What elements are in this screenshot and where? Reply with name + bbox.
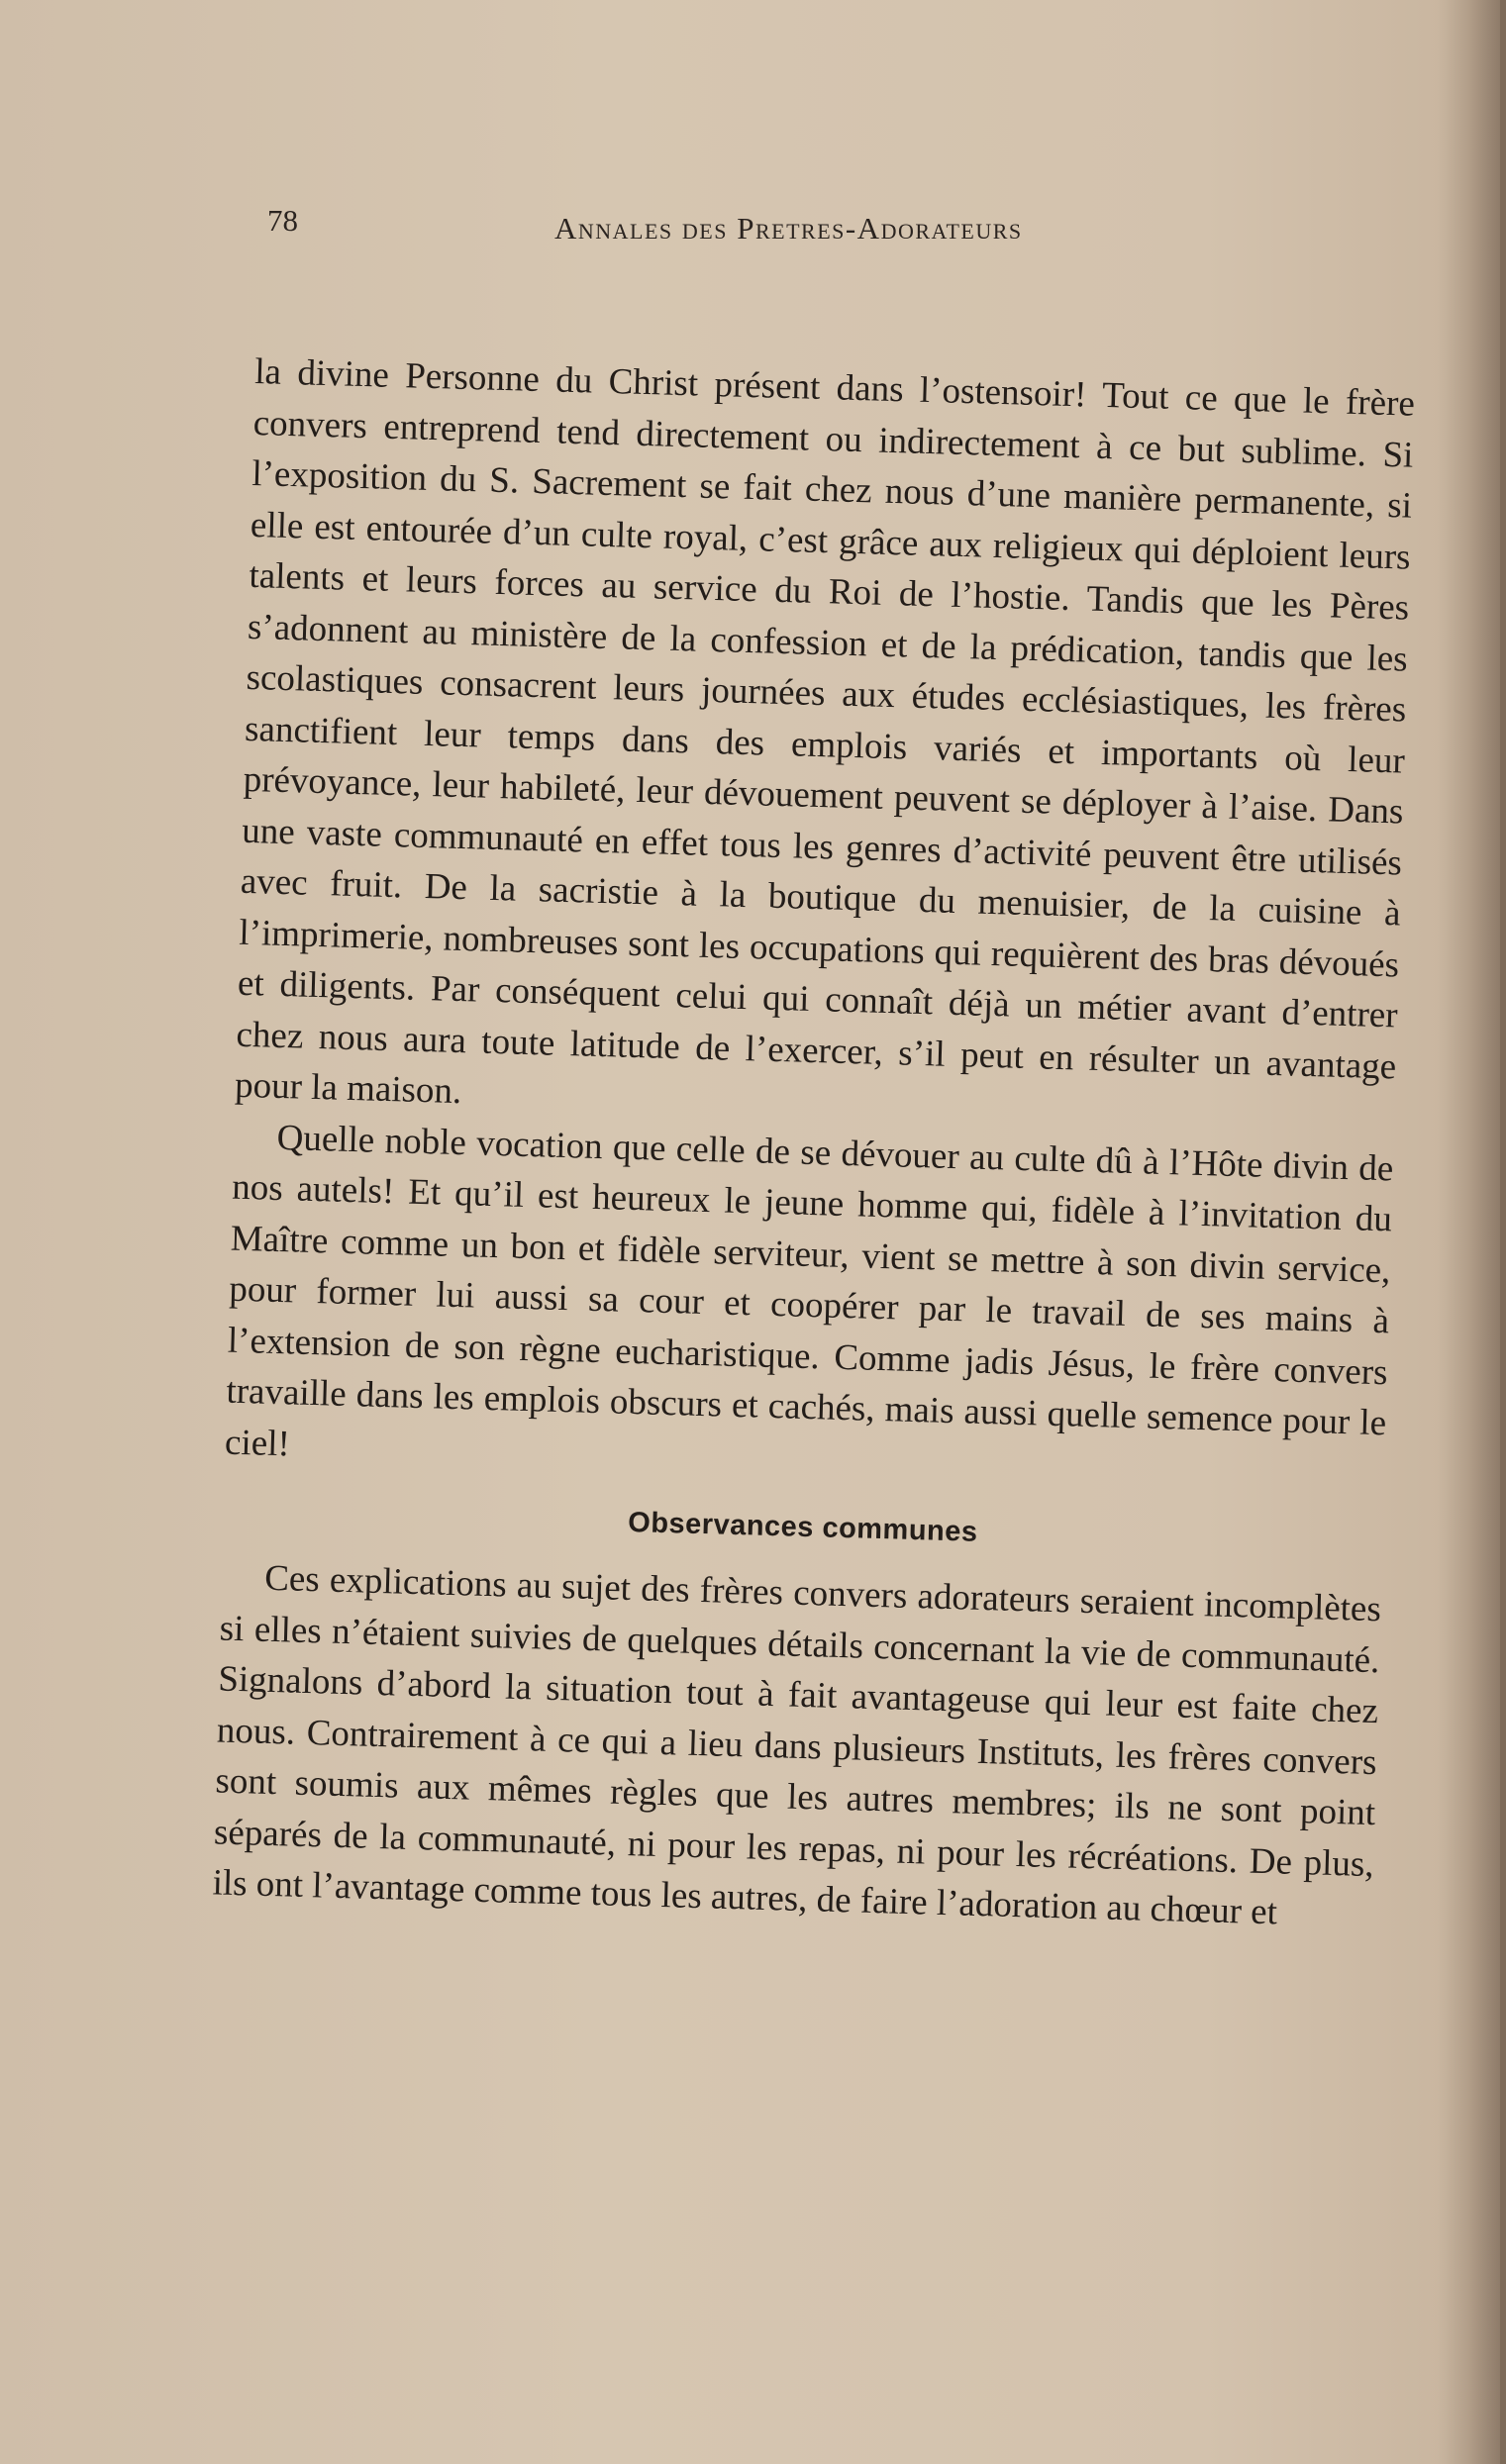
page-number: 78 <box>267 203 298 238</box>
spine-shadow <box>1437 0 1506 2464</box>
running-header <box>267 203 1149 262</box>
running-title: Annales des Pretres-Adorateurs <box>554 211 1023 246</box>
page-body <box>212 346 1416 1941</box>
section-heading: Observances communes <box>627 1506 978 1548</box>
paragraph: la divine Personne du Christ présent dans l’ostensoir! Tout ce que le frère convers entreprend tend directement ou indirectement à ce but sublime. Si l’exposition du S. Sacrement se fait chez nous d’une manière permanente, si elle est entourée d’un culte royal, c’est grâce aux religieux qui déploient leurs talents et leurs forces au service du Roi de l’hostie. Tandis que les Pères s’adonnent au ministère de la confession et de la prédication, tandis que les scolastiques consacrent leurs journées aux études ecclésiastiques, les frères sanctifient leur temps dans des emplois variés et importants où leur prévoyance, leur habileté, leur dévouement peuvent se déployer à l’aise. Dans une vaste communauté en effet tous les genres d’activité peuvent être utilisés avec fruit. De la sacristie à la boutique du menuisier, de la cuisine à l’imprimerie, nombreuses sont les occupations qui requièrent des bras dévoués et diligents. Par conséquent celui qui connaît déjà un métier avant d’entrer chez nous aura toute latitude de l’exercer, s’il peut en résulter un avantage pour la maison. <box>234 350 1416 1113</box>
page-edge <box>1500 0 1506 2464</box>
paragraph: Quelle noble vocation que celle de se dévouer au culte dû à l’Hôte divin de nos autels! Et qu’il est heureux le jeune homme qui, fidèle à l’invitation du Maître comme un bon et fidèle serviteur, vient se mettre à son divin service, pour former lui aussi sa cour et coopérer par le travail de ses mains à l’extension de son règne eucharistique. Comme jadis Jésus, le frère convers travaille dans les emplois obscurs et cachés, mais aussi quelle semence pour le ciel! <box>224 1117 1394 1464</box>
paragraph: Ces explications au sujet des frères convers adorateurs seraient incomplètes si elles n’étaient suivies de quelques détails concernant la vie de communauté. Signalons d’abord la situation tout à fait avantageuse qui leur est faite chez nous. Contrairement à ce qui a lieu dans plusieurs Instituts, les frères convers sont soumis aux mêmes règles que les autres membres; ils ne sont point séparés de la communauté, ni pour les repas, ni pour les récréations. De plus, ils ont l’avantage comme tous les autres, de faire l’adoration au chœur et <box>212 1557 1382 1933</box>
